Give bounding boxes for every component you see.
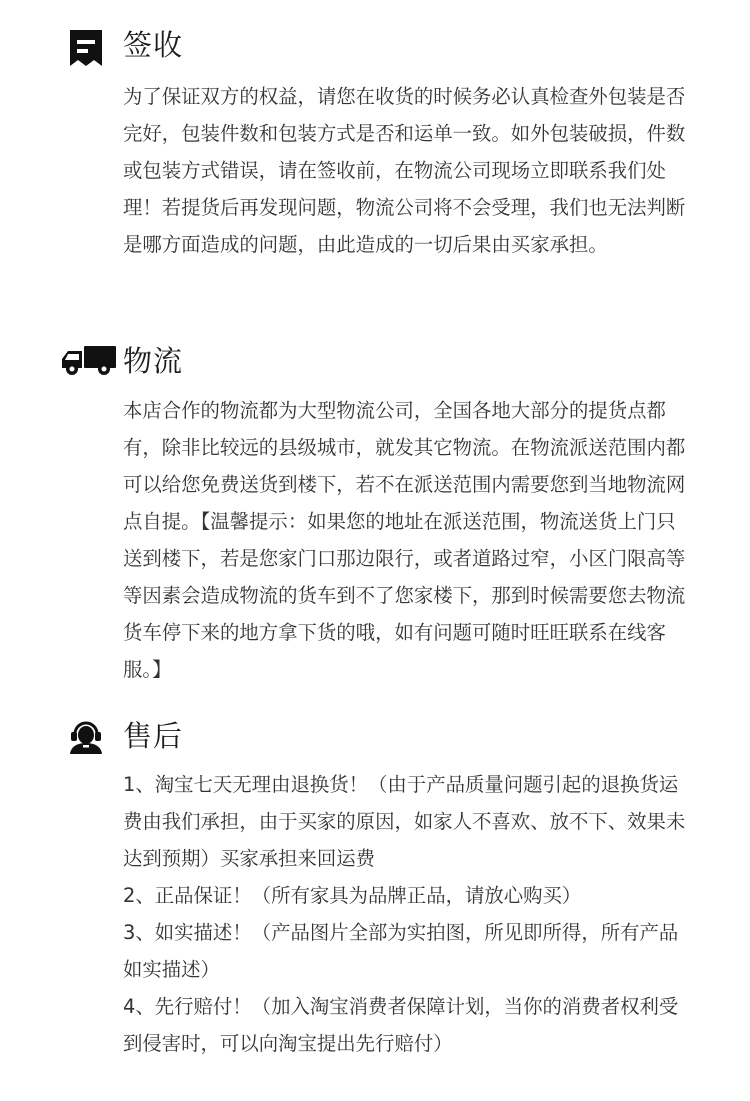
signing-paragraph: 为了保证双方的权益，请您在收货的时候务必认真检查外包装是否完好，包装件数和包装方式是否和运单一致。如外包装破损，件数或包装方式错误，请在签收前，在物流公司现场立即联系我们处理！若提货后再发现问题，物流公司将不会受理，我们也无法判断是哪方面造成的问题，由此造成的一切后果由买家承担。 xyxy=(123,85,686,256)
logistics-paragraph: 本店合作的物流都为大型物流公司，全国各地大部分的提货点都有，除非比较远的县级城市，就发其它物流。在物流派送范围内都可以给您免费送货到楼下，若不在派送范围内需要您到当地物流网点自提。【温馨提示：如果您的地址在派送范围，物流送货上门只送到楼下，若是您家门口那边限行，或者道路过窄，小区门限高等等因素会造成物流的货车到不了您家楼下，那到时候需要您去物流货车停下来的地方拿下货的哦，如有问题可随时旺旺联系在线客服。】 xyxy=(123,399,686,681)
list-item: 4、先行赔付！（加入淘宝消费者保障计划，当你的消费者权利受到侵害时，可以向淘宝提出先行赔付） xyxy=(123,995,679,1055)
receipt-icon xyxy=(70,30,102,66)
after-sales-header xyxy=(0,716,750,766)
truck-icon xyxy=(60,346,116,376)
list-item: 1、淘宝七天无理由退换货！（由于产品质量问题引起的退换货运费由我们承担，由于买家的原因，如家人不喜欢、放不下、效果未达到预期）买家承担来回运费 xyxy=(123,773,686,870)
after-sales-list xyxy=(123,766,693,1062)
list-item: 2、正品保证！（所有家具为品牌正品，请放心购买） xyxy=(123,884,582,907)
logistics-title: 物流 xyxy=(123,344,184,378)
list-item: 3、如实描述！（产品图片全部为实拍图，所见即所得，所有产品如实描述） xyxy=(123,921,679,981)
after-sales-title: 售后 xyxy=(123,719,184,753)
signing-header xyxy=(0,26,750,76)
logistics-header xyxy=(0,340,750,390)
customer-service-icon xyxy=(68,718,104,754)
signing-title: 签收 xyxy=(123,28,184,62)
